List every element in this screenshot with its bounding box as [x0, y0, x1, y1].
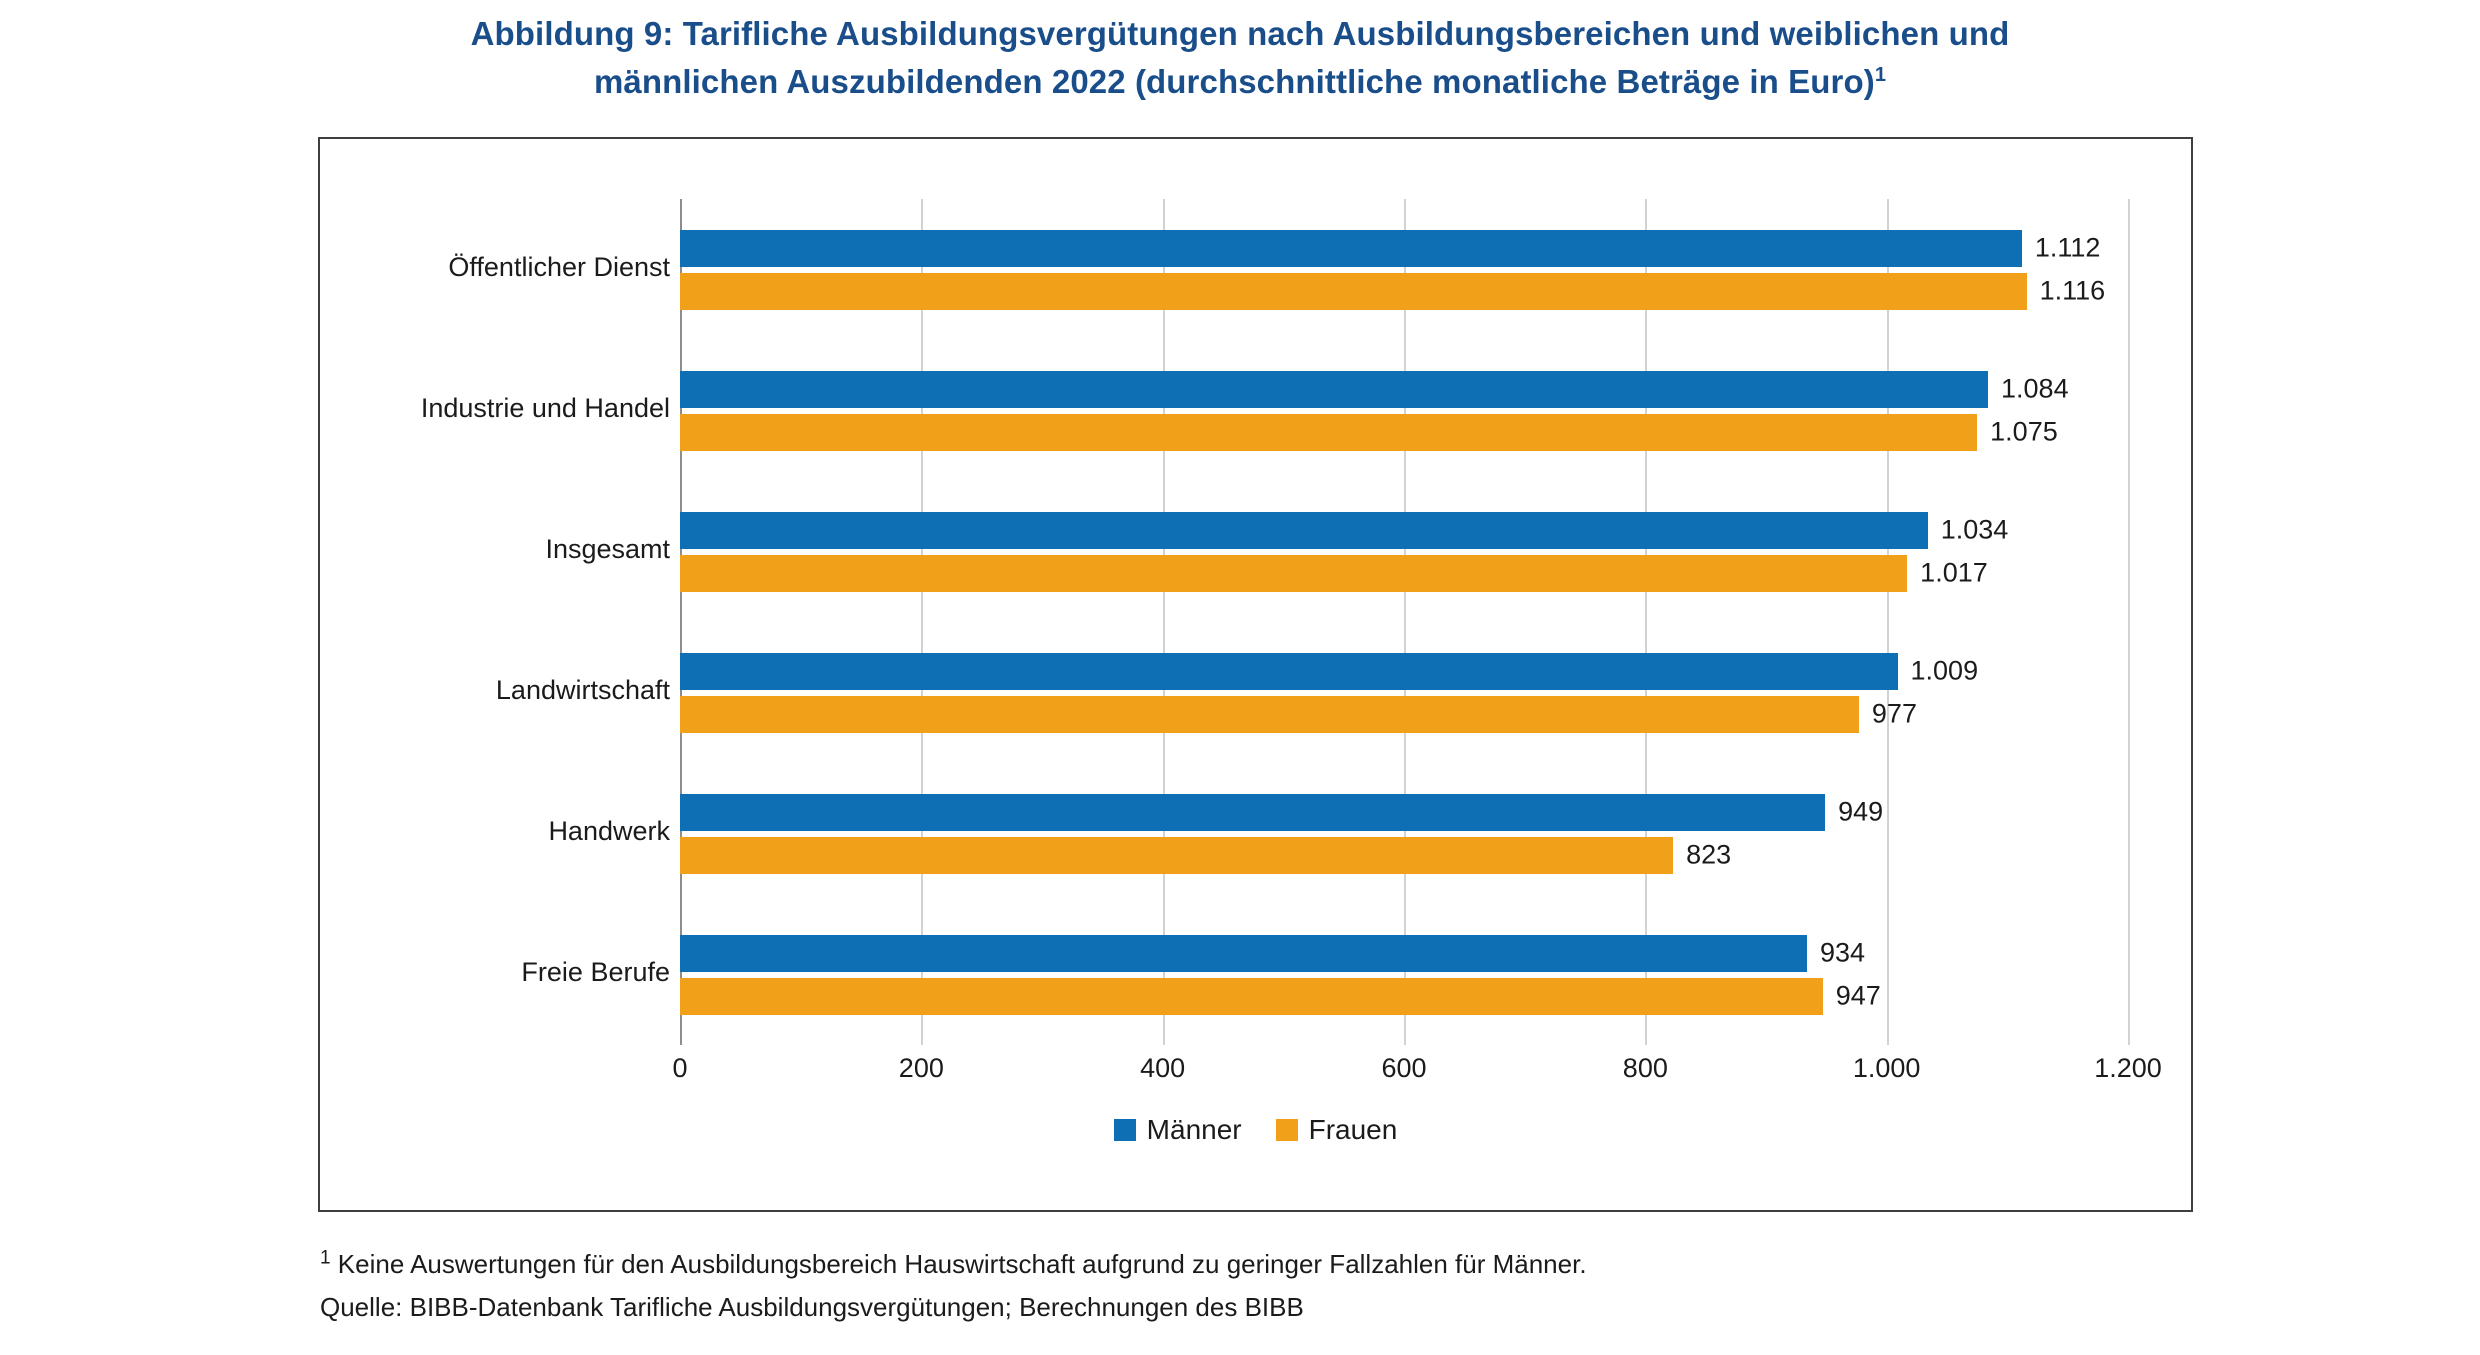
bar-männer — [680, 371, 1988, 408]
bar-row — [680, 653, 2128, 690]
legend-swatch-icon — [1114, 1119, 1136, 1141]
legend-item[interactable] — [1276, 1114, 1398, 1146]
bar-value-label: 949 — [1838, 796, 1884, 827]
category-label: Freie Berufe — [521, 956, 670, 987]
bar-männer — [680, 794, 1825, 831]
bar-frauen — [680, 837, 1673, 874]
bar-value-label: 1.009 — [1910, 655, 1979, 686]
bar-value-label: 823 — [1686, 839, 1732, 870]
legend-label: Männer — [1146, 1114, 1242, 1145]
bar-row — [680, 371, 2128, 408]
x-axis — [672, 1045, 2162, 1095]
bar-frauen — [680, 555, 1907, 592]
bar-value-label: 947 — [1835, 980, 1881, 1011]
footnote-marker: 1 — [320, 1247, 331, 1269]
bar-row — [680, 555, 2128, 592]
bar-row — [680, 230, 2128, 267]
bar-row — [680, 512, 2128, 549]
category-label: Öffentlicher Dienst — [448, 251, 670, 282]
legend-label: Frauen — [1308, 1114, 1398, 1145]
bar-group — [680, 763, 2128, 904]
category-label: Handwerk — [548, 815, 670, 846]
x-tick-label: 600 — [1381, 1053, 1427, 1083]
x-tick-label: 0 — [672, 1053, 688, 1083]
bar-group — [680, 622, 2128, 763]
bar-row — [680, 696, 2128, 733]
x-tick-label: 400 — [1140, 1053, 1186, 1083]
bar-group — [680, 904, 2128, 1045]
legend-item[interactable] — [1114, 1114, 1242, 1146]
bar-value-label: 1.084 — [2001, 373, 2069, 404]
source-note: Quelle: BIBB-Datenbank Tarifliche Ausbildungsvergütungen; Berechnungen des BIBB — [320, 1292, 1304, 1322]
x-tick-label: 1.000 — [1852, 1053, 1921, 1083]
bar-row — [680, 935, 2128, 972]
x-tick-label: 800 — [1622, 1053, 1668, 1083]
x-tick-label: 1.200 — [2094, 1053, 2162, 1083]
footnotes — [320, 1243, 2220, 1329]
bar-group — [680, 340, 2128, 481]
bar-row — [680, 414, 2128, 451]
x-tick-label: 200 — [898, 1053, 944, 1083]
bar-row — [680, 837, 2128, 874]
title-superscript: 1 — [1874, 64, 1887, 86]
bar-row — [680, 794, 2128, 831]
bar-row — [680, 978, 2128, 1015]
bar-männer — [680, 935, 1807, 972]
bar-value-label: 1.075 — [1990, 416, 2058, 447]
bar-value-label: 1.034 — [1940, 514, 2009, 545]
footnote-text: Keine Auswertungen für den Ausbildungsbereich Hauswirtschaft aufgrund zu geringer Fallzahlen für Männer. — [330, 1249, 1587, 1279]
category-axis-labels — [330, 199, 670, 1045]
page-title — [0, 10, 2480, 106]
bar-männer — [680, 653, 1898, 690]
bar-frauen — [680, 273, 2027, 310]
bar-frauen — [680, 696, 1859, 733]
category-label: Industrie und Handel — [420, 392, 670, 423]
bar-value-label: 977 — [1871, 698, 1917, 729]
chart-legend — [320, 1114, 2191, 1146]
bar-value-label: 1.116 — [2039, 275, 2106, 306]
bar-frauen — [680, 978, 1823, 1015]
bar-group — [680, 481, 2128, 622]
title-line-1: Abbildung 9: Tarifliche Ausbildungsvergütungen nach Ausbildungsbereichen und weiblichen und — [470, 15, 2010, 52]
category-label: Landwirtschaft — [495, 674, 670, 705]
plot-area — [680, 199, 2128, 1045]
footnote-1 — [320, 1243, 2220, 1286]
bar-row — [680, 273, 2128, 310]
title-line-2-text: männlichen Auszubildenden 2022 (durchschnittliche monatliche Beträge in Euro) — [593, 63, 1875, 100]
gridline-1200 — [2128, 199, 2130, 1045]
bar-group — [680, 199, 2128, 340]
title-line-2 — [0, 58, 2480, 106]
bar-value-label: 1.112 — [2034, 232, 2101, 263]
bar-value-label: 1.017 — [1920, 557, 1988, 588]
bar-value-label: 934 — [1820, 937, 1866, 968]
bar-männer — [680, 512, 1928, 549]
legend-swatch-icon — [1276, 1119, 1298, 1141]
chart-frame — [318, 137, 2193, 1212]
bar-männer — [680, 230, 2022, 267]
bar-frauen — [680, 414, 1977, 451]
category-label: Insgesamt — [545, 533, 670, 564]
